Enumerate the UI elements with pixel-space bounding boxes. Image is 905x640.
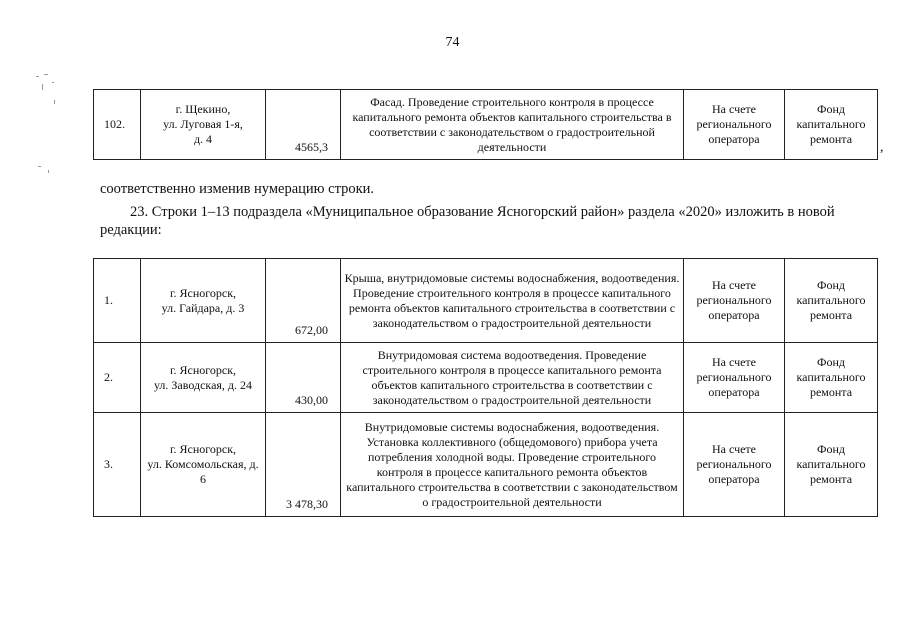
work-description-cell: Внутридомовые системы водоснабжения, водоотведения. Установка коллективного (общедомового) прибора учета потребления холодной воды. Проведение строительного контроля в процессе капитального ремонта объектов капитального строительства в соответствии с законодательством о градостроительной деятельности [341, 413, 684, 517]
row-number-cell: 3. [94, 413, 141, 517]
table-row [94, 259, 878, 343]
funding-source-cell: Фонд капитального ремонта [785, 413, 878, 517]
table-row [94, 413, 878, 517]
work-description-cell: Крыша, внутридомовые системы водоснабжения, водоотведения. Проведение строительного контроля в процессе капитального ремонта объектов капитального строительства в соответствии с законодательством о градостроительной деятельности [341, 259, 684, 343]
area-cell: 430,00 [266, 343, 341, 413]
address-cell: г. Ясногорск, ул. Заводская, д. 24 [141, 343, 266, 413]
work-description-cell: Внутридомовая система водоотведения. Проведение строительного контроля в процессе капитального ремонта объектов капитального строительства в соответствии с законодательством о градостроительной деятельности [341, 343, 684, 413]
scan-artifacts [30, 70, 70, 190]
paragraph-item-23: 23. Строки 1–13 подраздела «Муниципальное образование Ясногорский район» раздела «2020» изложить в новой редакции: [100, 204, 835, 238]
table-top [93, 89, 878, 160]
table-row [94, 90, 878, 160]
funding-source-cell: Фонд капитального ремонта [785, 90, 878, 160]
area-cell: 4565,3 [266, 90, 341, 160]
trailing-comma: , [880, 140, 884, 155]
area-cell: 672,00 [266, 259, 341, 343]
table-row [94, 343, 878, 413]
row-number-cell: 102. [94, 90, 141, 160]
area-cell: 3 478,30 [266, 413, 341, 517]
payment-method-cell: На счете регионального оператора [684, 413, 785, 517]
address-cell: г. Ясногорск, ул. Гайдара, д. 3 [141, 259, 266, 343]
payment-method-cell: На счете регионального оператора [684, 343, 785, 413]
row-number-cell: 1. [94, 259, 141, 343]
funding-source-cell: Фонд капитального ремонта [785, 259, 878, 343]
payment-method-cell: На счете регионального оператора [684, 259, 785, 343]
address-cell: г. Ясногорск, ул. Комсомольская, д. 6 [141, 413, 266, 517]
funding-source-cell: Фонд капитального ремонта [785, 343, 878, 413]
work-description-cell: Фасад. Проведение строительного контроля в процессе капитального ремонта объектов капитального строительства в соответствии с законодательством о градостроительной деятельности [341, 90, 684, 160]
paragraph-numbering-note: соответственно изменив нумерацию строки. [100, 181, 375, 197]
row-number-cell: 2. [94, 343, 141, 413]
table-bottom [93, 258, 878, 517]
payment-method-cell: На счете регионального оператора [684, 90, 785, 160]
page-number: 74 [445, 35, 460, 50]
address-cell: г. Щекино, ул. Луговая 1-я, д. 4 [141, 90, 266, 160]
